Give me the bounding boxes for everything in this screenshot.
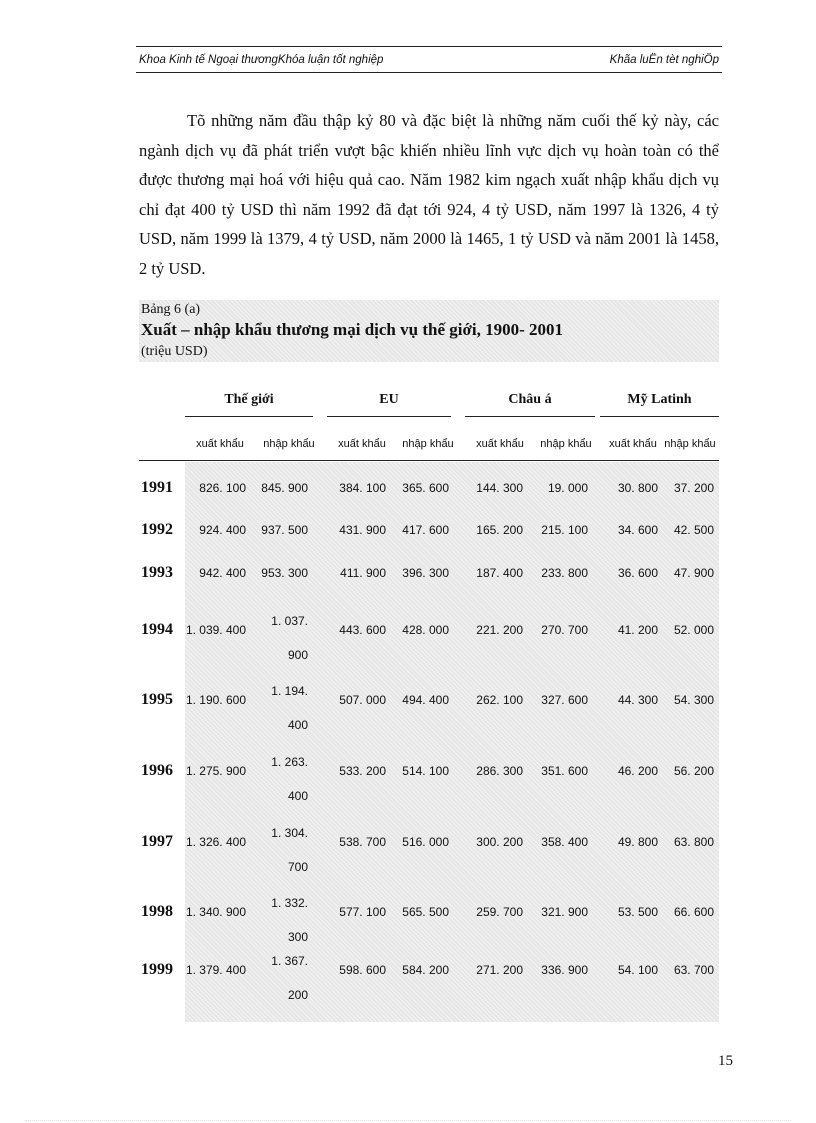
footer-rule <box>25 1120 791 1121</box>
page-number: 15 <box>718 1053 733 1069</box>
table-title: Xuất – nhập khẩu thương mại dịch vụ thế giới, 1900- 2001 <box>141 320 564 339</box>
table-cell: 826. 100 <box>199 481 246 495</box>
sub-header-import: nhập khẩu <box>664 438 716 450</box>
table-cell: 924. 400 <box>199 523 246 537</box>
table-cell: 46. 200 <box>617 764 658 778</box>
group-header-world: Thế giới <box>224 392 274 407</box>
table-cell: 384. 100 <box>339 481 386 495</box>
sub-header-import: nhập khẩu <box>402 438 454 450</box>
table-cell: 514. 100 <box>402 764 449 778</box>
table-cell: 37. 200 <box>673 481 714 495</box>
table-cell: 598. 600 <box>339 963 386 977</box>
group-header-latin-america: Mỹ Latinh <box>627 392 692 407</box>
table-cell: 516. 000 <box>402 835 449 849</box>
table-cell: 1. 326. 400 <box>185 835 246 849</box>
table-label: Bảng 6 (a) <box>141 302 201 317</box>
row-year: 1994 <box>141 621 173 638</box>
header-bottom-rule <box>136 72 722 73</box>
table-cell: 187. 400 <box>476 566 523 580</box>
table-cell: 1. 367. 200 <box>271 954 308 1002</box>
table-cell: 41. 200 <box>617 623 658 637</box>
body-text <box>139 106 719 283</box>
table-cell: 443. 600 <box>339 623 386 637</box>
sub-header-export: xuất khẩu <box>338 438 386 450</box>
table-cell: 47. 900 <box>673 566 714 580</box>
table-cell: 286. 300 <box>476 764 523 778</box>
table-cell: 507. 000 <box>339 693 386 707</box>
table-cell: 351. 600 <box>541 764 588 778</box>
table-cell: 327. 600 <box>541 693 588 707</box>
table-cell: 417. 600 <box>402 523 449 537</box>
table-cell: 270. 700 <box>541 623 588 637</box>
table-cell: 63. 800 <box>673 835 714 849</box>
row-year: 1997 <box>141 833 173 850</box>
group-rule <box>600 416 719 417</box>
sub-header-export: xuất khẩu <box>196 438 244 450</box>
table-header-rule <box>139 460 719 461</box>
table-cell: 49. 800 <box>617 835 658 849</box>
table-cell: 66. 600 <box>673 905 714 919</box>
table-cell: 42. 500 <box>673 523 714 537</box>
table-cell: 411. 900 <box>340 566 386 580</box>
row-year: 1992 <box>141 521 173 538</box>
table-cell: 52. 000 <box>673 623 714 637</box>
table-cell: 428. 000 <box>402 623 449 637</box>
table-cell: 54. 100 <box>617 963 658 977</box>
table-cell: 44. 300 <box>617 693 658 707</box>
table-cell: 1. 275. 900 <box>185 764 246 778</box>
table-cell: 336. 900 <box>541 963 588 977</box>
row-year: 1993 <box>141 564 173 581</box>
header-top-rule <box>136 46 722 47</box>
group-header-eu: EU <box>379 392 399 407</box>
row-year: 1998 <box>141 903 173 920</box>
table-cell: 584. 200 <box>402 963 449 977</box>
table-cell: 1. 340. 900 <box>185 905 246 919</box>
table-cell: 30. 800 <box>617 481 658 495</box>
table-cell: 215. 100 <box>541 523 588 537</box>
group-rule <box>465 416 595 417</box>
header-right: Khãa luËn tèt nghiÖp <box>609 54 719 66</box>
table-cell: 165. 200 <box>476 523 523 537</box>
sub-header-export: xuất khẩu <box>609 438 657 450</box>
table-cell: 1. 037. 900 <box>271 614 308 662</box>
table-cell: 494. 400 <box>402 693 449 707</box>
row-year: 1995 <box>141 691 173 708</box>
table-cell: 538. 700 <box>339 835 386 849</box>
table-cell: 53. 500 <box>617 905 658 919</box>
table-cell: 845. 900 <box>261 481 308 495</box>
table-cell: 396. 300 <box>402 566 449 580</box>
sub-header-import: nhập khẩu <box>263 438 315 450</box>
sub-header-export: xuất khẩu <box>476 438 524 450</box>
table-cell: 431. 900 <box>339 523 386 537</box>
table-cell: 262. 100 <box>476 693 523 707</box>
table-cell: 1. 379. 400 <box>185 963 246 977</box>
table-cell: 358. 400 <box>541 835 588 849</box>
table-cell: 321. 900 <box>541 905 588 919</box>
table-cell: 937. 500 <box>261 523 308 537</box>
table-cell: 1. 263. 400 <box>271 755 308 803</box>
table-cell: 942. 400 <box>199 566 246 580</box>
table-cell: 1. 194. 400 <box>271 684 308 732</box>
header-left: Khoa Kinh tế Ngoại thươngKhóa luận tốt nghiệp <box>139 54 384 66</box>
group-header-asia: Châu á <box>508 392 552 407</box>
table-cell: 365. 600 <box>402 481 449 495</box>
table-cell: 577. 100 <box>339 905 386 919</box>
table-cell: 19. 000 <box>547 481 588 495</box>
table-cell: 36. 600 <box>617 566 658 580</box>
group-rule <box>185 416 313 417</box>
body-paragraph: Tõ những năm đầu thập kỷ 80 và đặc biệt là những năm cuối thế kỷ này, các ngành dịch vụ đã phát triển vượt bậc khiến nhiều lĩnh vực dịch vụ hoàn toàn có thể được thương mại hoá với hiệu quả cao. Năm 1982 kim ngạch xuất nhập khẩu dịch vụ chỉ đạt 400 tỷ USD thì năm 1992 đã đạt tới 924, 4 tỷ USD, năm 1997 là 1326, 4 tỷ USD, năm 1999 là 1379, 4 tỷ USD, năm 2000 là 1465, 1 tỷ USD và năm 2001 là 1458, 2 tỷ USD. <box>139 111 719 278</box>
running-header <box>139 54 719 66</box>
table-cell: 56. 200 <box>673 764 714 778</box>
sub-header-import: nhập khẩu <box>540 438 592 450</box>
table-cell: 565. 500 <box>402 905 449 919</box>
table-cell: 300. 200 <box>476 835 523 849</box>
table-cell: 144. 300 <box>476 481 523 495</box>
row-year: 1991 <box>141 479 173 496</box>
table-cell: 54. 300 <box>673 693 714 707</box>
table-cell: 1. 304. 700 <box>271 826 308 874</box>
table-cell: 34. 600 <box>617 523 658 537</box>
group-rule <box>327 416 451 417</box>
table-cell: 953. 300 <box>261 566 308 580</box>
table-cell: 1. 332. 300 <box>271 896 308 944</box>
table-cell: 259. 700 <box>476 905 523 919</box>
table-cell: 1. 190. 600 <box>185 693 246 707</box>
table-cell: 221. 200 <box>476 623 523 637</box>
table-cell: 63. 700 <box>673 963 714 977</box>
table-cell: 1. 039. 400 <box>185 623 246 637</box>
row-year: 1996 <box>141 762 173 779</box>
row-year: 1999 <box>141 961 173 978</box>
table-cell: 271. 200 <box>476 963 523 977</box>
table-cell: 233. 800 <box>541 566 588 580</box>
table-unit: (triệu USD) <box>141 344 208 359</box>
table-cell: 533. 200 <box>339 764 386 778</box>
